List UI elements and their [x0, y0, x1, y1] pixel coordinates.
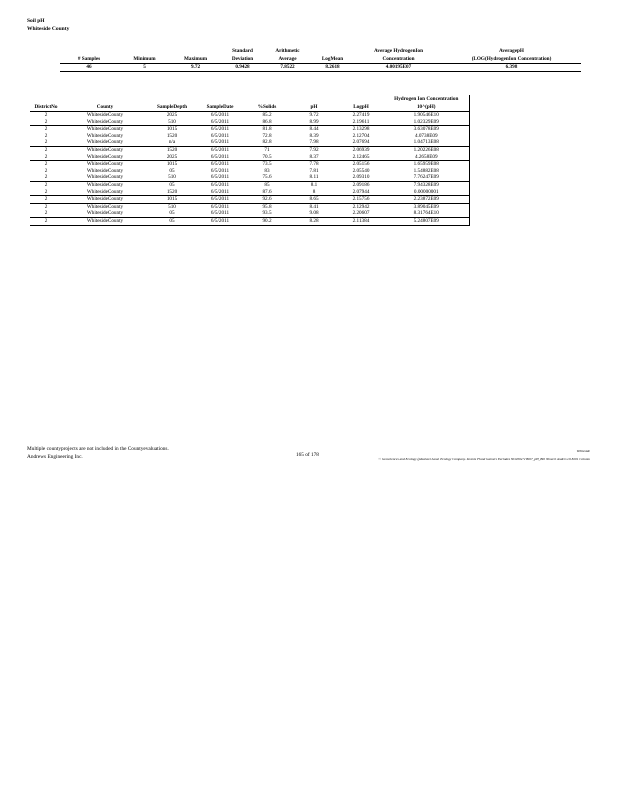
table-cell: WhitesideCounty	[62, 203, 148, 210]
summary-header-row-1	[60, 47, 581, 55]
column-header-line1	[338, 95, 384, 103]
summary-header: Maximum	[171, 55, 220, 64]
table-cell: 6/5/2011	[196, 217, 244, 225]
summary-value: 8.2618	[310, 64, 355, 72]
footer-path: © Geosciences and Ecology (pdsaheet Land. Ecology Company. Ievents Flood Gainers Excludes NO2004 V Bill7_pH_Bill Nineeri Anders ell 8201 Column	[378, 457, 590, 461]
column-header: DistrictNo	[30, 103, 62, 112]
table-cell: WhitesideCounty	[86, 167, 124, 174]
table-cell: 6/5/2011	[196, 146, 244, 153]
column-header: County	[62, 103, 148, 112]
summary-header-line1	[118, 47, 171, 55]
table-cell: WhitesideCounty	[86, 153, 124, 160]
table-cell: 7.78	[290, 161, 338, 168]
table-cell: 4.2658E09	[384, 154, 469, 161]
table-cell: 8.39	[309, 132, 319, 139]
table-cell: 05	[169, 210, 175, 217]
table-cell: 2.12465	[352, 153, 370, 160]
table-cell: 87.6	[262, 188, 272, 195]
table-cell: 2	[44, 167, 48, 174]
table-cell: WhitesideCounty	[86, 139, 124, 146]
table-cell: 2025	[166, 153, 178, 160]
table-cell: WhitesideCounty	[86, 118, 124, 125]
table-cell: 1.20226E08	[384, 146, 469, 153]
table-cell: 6/5/2011	[196, 112, 244, 119]
table-cell: 2025	[148, 112, 196, 119]
table-cell: WhitesideCounty	[62, 161, 148, 168]
table-cell: 2.23872E09	[384, 196, 469, 204]
summary-value: 46	[60, 64, 118, 72]
table-cell: 2.07694	[352, 139, 370, 146]
table-cell: 72.8	[262, 132, 272, 139]
table-cell: 9.72	[290, 112, 338, 119]
table-cell: 8.41	[290, 203, 338, 210]
summary-header-line1	[310, 47, 355, 55]
table-cell: WhitesideCounty	[62, 146, 148, 153]
table-cell: 510	[168, 118, 176, 125]
table-cell: 3.63078E09	[384, 126, 469, 133]
table-cell: 6/5/2011	[210, 188, 230, 195]
table-cell: 6/5/2011	[196, 181, 244, 188]
summary-value: 0.9428	[220, 64, 265, 72]
table-cell: 5.24807E09	[384, 217, 469, 225]
column-header: 10^(pH)	[384, 103, 469, 112]
table-cell: 1015	[148, 196, 196, 204]
table-cell: 8.1	[290, 181, 338, 188]
table-cell: WhitesideCounty	[86, 188, 124, 195]
summary-header-line1: AveragepH	[499, 48, 524, 54]
summary-header: Deviation	[220, 55, 265, 64]
table-cell: 4.0738E09	[384, 133, 469, 140]
table-cell: 0.00000001	[384, 189, 469, 196]
table-cell: WhitesideCounty	[62, 181, 148, 188]
table-cell: 2.09186	[338, 181, 384, 188]
table-cell: 6/5/2011	[196, 126, 244, 133]
table-cell: 2	[30, 217, 62, 225]
column-header-line1	[148, 95, 196, 103]
table-cell: 1.54882E08	[384, 168, 469, 175]
table-cell: 8.31764E10	[384, 210, 469, 217]
table-cell: 86.8	[262, 118, 272, 125]
table-cell: 2	[30, 126, 62, 133]
table-cell: 05	[148, 217, 196, 225]
table-row	[30, 126, 469, 133]
summary-header-line1: Average HydrogenIon	[374, 48, 423, 54]
table-cell: 2.27419	[338, 112, 384, 119]
table-cell: 83	[264, 167, 270, 174]
table-cell: 82.8	[262, 139, 272, 146]
table-row	[30, 161, 469, 168]
column-header: %Solids	[244, 103, 290, 112]
table-cell: 2	[30, 112, 62, 119]
table-cell: 95.8	[244, 203, 290, 210]
table-cell: 7.94328E09	[384, 181, 469, 188]
table-cell: 2	[44, 139, 48, 146]
table-row	[30, 181, 469, 188]
summary-value: 4.00195E07	[355, 64, 442, 72]
column-header: LogpH	[338, 103, 384, 112]
table-cell: 2	[44, 188, 48, 195]
table-cell: 2	[30, 146, 62, 153]
table-row	[30, 203, 469, 210]
table-cell: 8.37	[309, 153, 319, 160]
table-cell: 6/5/2011	[210, 139, 230, 146]
summary-values-row	[60, 64, 581, 72]
table-cell: WhitesideCounty	[62, 126, 148, 133]
table-cell: 73.5	[244, 161, 290, 168]
summary-value: 7.8522	[265, 64, 310, 72]
table-cell: 2	[44, 210, 48, 217]
table-cell: 8.99	[309, 118, 319, 125]
samples-header-row-2	[30, 103, 469, 112]
table-cell: 7.98	[309, 139, 319, 146]
table-cell: 85.2	[244, 112, 290, 119]
table-cell: 1.90546E10	[384, 112, 469, 119]
table-cell: WhitesideCounty	[86, 132, 124, 139]
table-cell: 2.12704	[352, 132, 370, 139]
summary-header-line1: Arithmetic	[275, 48, 300, 54]
table-row	[30, 189, 469, 196]
table-cell: 1015	[148, 161, 196, 168]
summary-header: (LOG(HydrogenIon Concentration)	[442, 55, 581, 64]
summary-header-line1	[171, 47, 220, 55]
summary-value: 6.398	[442, 64, 581, 72]
table-cell: 3.89045E09	[384, 203, 469, 210]
column-header-line1	[30, 95, 62, 103]
table-cell: 6/5/2011	[210, 210, 230, 217]
page-number: 165 of 178	[296, 452, 319, 458]
table-cell: WhitesideCounty	[62, 196, 148, 204]
table-row	[30, 154, 469, 161]
table-cell: WhitesideCounty	[62, 112, 148, 119]
table-cell: 2.15756	[338, 196, 384, 204]
column-header-line1	[196, 95, 244, 103]
table-cell: 1520	[166, 188, 178, 195]
summary-table	[60, 47, 581, 72]
summary-header: Minimum	[118, 55, 171, 64]
table-row	[30, 168, 469, 175]
footer-company: Andrews Engineering Inc.	[27, 454, 83, 460]
table-row	[30, 196, 469, 204]
table-row	[30, 112, 469, 119]
table-cell: 75.6	[262, 174, 272, 181]
table-cell: 2.05156	[338, 161, 384, 168]
table-cell: 6/5/2011	[210, 174, 230, 181]
table-cell: n/a	[168, 139, 176, 146]
table-cell: 2	[44, 174, 48, 181]
column-header: SampleDepth	[148, 103, 196, 112]
table-cell: 7.81	[309, 167, 319, 174]
table-cell: 2	[30, 161, 62, 168]
table-cell: WhitesideCounty	[86, 174, 124, 181]
table-cell: 2.19611	[352, 118, 370, 125]
column-header: SampleDate	[196, 103, 244, 112]
table-cell: 6/5/2011	[196, 196, 244, 204]
summary-value: 9.72	[171, 64, 220, 72]
summary-header: Concentration	[355, 55, 442, 64]
table-row	[30, 210, 469, 217]
table-cell: 2	[30, 181, 62, 188]
table-cell: 6/5/2011	[196, 203, 244, 210]
samples-header-row-1	[30, 95, 469, 103]
table-cell: 8.65	[290, 196, 338, 204]
table-cell: 2	[30, 203, 62, 210]
table-cell: 1.02329E09	[384, 119, 469, 126]
samples-table	[30, 95, 470, 226]
column-header-line1: Hydrogen Ion Concentration	[384, 95, 469, 103]
footer-right	[326, 447, 590, 463]
footer-county: Whiteside	[576, 449, 590, 453]
table-cell: 8	[312, 188, 316, 195]
county-name: Whiteside County	[27, 26, 70, 32]
table-cell: 93.5	[262, 210, 272, 217]
report-title: Soil pH	[27, 18, 45, 24]
table-row	[30, 119, 469, 126]
table-cell: 1.04713E08	[384, 139, 469, 146]
table-cell: 05	[169, 167, 175, 174]
footer-notes	[27, 445, 169, 461]
summary-header: LogMean	[310, 55, 355, 64]
summary-header-line1: Standard	[232, 48, 253, 54]
table-cell: 2	[44, 153, 48, 160]
table-cell: 2.05540	[352, 167, 370, 174]
table-cell: 6/5/2011	[210, 167, 230, 174]
table-cell: 2.20607	[352, 210, 370, 217]
table-cell: 1.65959E08	[384, 161, 469, 168]
table-cell: 81.8	[244, 126, 290, 133]
table-cell: 2.07944	[352, 188, 370, 195]
table-cell: 6/5/2011	[210, 118, 230, 125]
summary-value: 5	[118, 64, 171, 72]
table-cell: 2.13298	[338, 126, 384, 133]
table-cell: 71	[244, 146, 290, 153]
summary-header: # Samples	[60, 55, 118, 64]
table-cell: 9.08	[309, 210, 319, 217]
table-cell: 6/5/2011	[210, 153, 230, 160]
table-cell: 70.5	[262, 153, 272, 160]
table-cell: 2.06939	[338, 146, 384, 153]
footer-note: Multiple countyprojects are not included in the Countyevaluations.	[27, 446, 169, 452]
table-cell: 1520	[166, 132, 178, 139]
table-cell: 2.12942	[338, 203, 384, 210]
summary-header-line1	[60, 47, 118, 55]
table-cell: 2	[44, 118, 48, 125]
table-row	[30, 146, 469, 153]
table-cell: 1520	[148, 146, 196, 153]
table-cell: 8.11	[309, 174, 319, 181]
table-row	[30, 133, 469, 140]
table-cell: 8.44	[290, 126, 338, 133]
samples-body	[30, 112, 469, 226]
table-cell: 1015	[148, 126, 196, 133]
table-cell: 90.2	[244, 217, 290, 225]
table-cell: 2.09310	[352, 174, 370, 181]
table-cell: 2	[44, 132, 48, 139]
column-header-line1	[290, 95, 338, 103]
table-cell: 8.28	[290, 217, 338, 225]
table-cell: 7.92	[290, 146, 338, 153]
table-cell: 2.11384	[338, 217, 384, 225]
summary-header-row-2	[60, 55, 581, 64]
column-header-line1	[244, 95, 290, 103]
table-cell: 510	[168, 174, 176, 181]
table-cell: 2	[30, 196, 62, 204]
table-row	[30, 217, 469, 225]
table-cell: 7.76247E09	[384, 174, 469, 181]
table-cell: WhitesideCounty	[86, 210, 124, 217]
table-cell: 510	[148, 203, 196, 210]
summary-header: Average	[265, 55, 310, 64]
table-cell: 05	[148, 181, 196, 188]
table-cell: 92.6	[244, 196, 290, 204]
table-cell: WhitesideCounty	[62, 217, 148, 225]
column-header: pH	[290, 103, 338, 112]
table-cell: 85	[244, 181, 290, 188]
table-row	[30, 139, 469, 146]
table-cell: 6/5/2011	[196, 161, 244, 168]
table-cell: 6/5/2011	[210, 132, 230, 139]
column-header-line1	[62, 95, 148, 103]
table-row	[30, 174, 469, 181]
